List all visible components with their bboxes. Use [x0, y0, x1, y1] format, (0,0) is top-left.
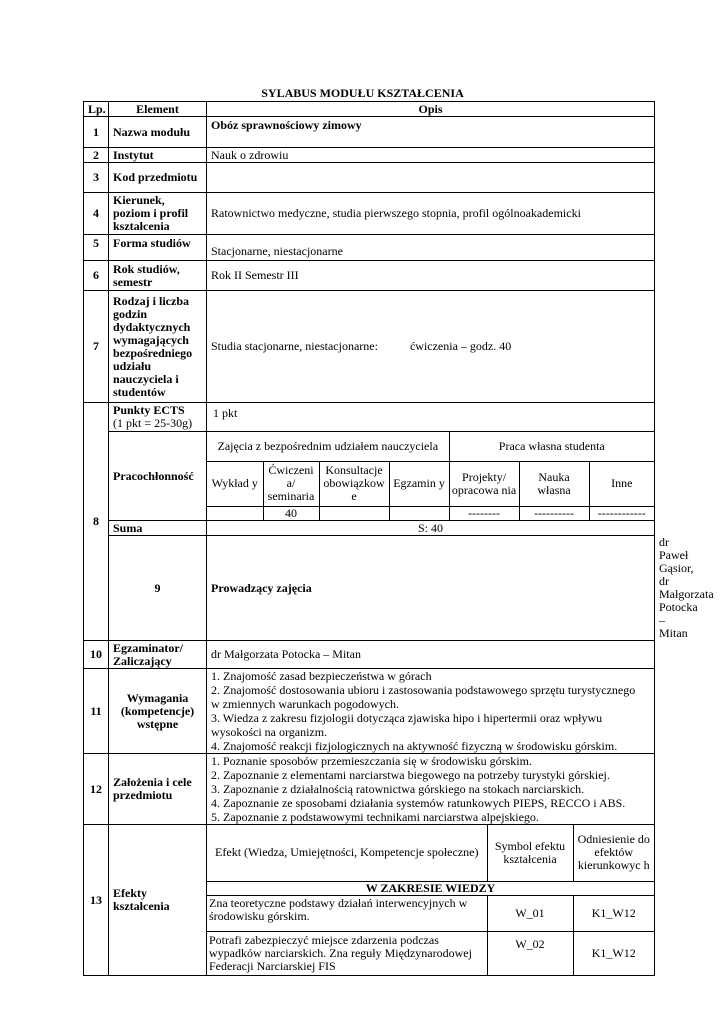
header-element: Element [109, 102, 207, 117]
list-item: 5. Zapoznanie z podstawowymi technikami narciarstwa alpejskiego. [211, 810, 539, 824]
row-number: 8 [84, 403, 109, 641]
col-ref-header: Odniesienie do efektów kierunkowyc h [573, 825, 654, 881]
section-heading: W ZAKRESIE WIEDZY [207, 881, 654, 895]
ects-value: 1 pkt [207, 403, 655, 432]
val-exams [389, 506, 449, 520]
table-row [207, 895, 654, 931]
row-number: 9 [109, 536, 207, 641]
row-number: 3 [84, 163, 109, 193]
workload-values-row [207, 506, 654, 520]
list-item: wysokości na organizm. [211, 725, 328, 739]
outcomes-header-row [207, 825, 654, 881]
row-7 [84, 291, 655, 403]
col-consultations: Konsultacje obowiązkow e [319, 461, 389, 506]
effect-text: Zna teoretyczne podstawy działań interwencyjnych w środowisku górskim. [207, 895, 487, 931]
table-row [207, 931, 654, 975]
col-effect-header: Efekt (Wiedza, Umiejętności, Kompetencje społeczne) [207, 825, 487, 881]
row-number: 1 [84, 117, 109, 148]
row-5 [84, 235, 655, 261]
col-exercises: Ćwiczeni a/ seminaria [263, 461, 319, 506]
row-11 [84, 669, 655, 754]
ects-label [109, 403, 207, 432]
val-lectures [207, 506, 263, 520]
row-number: 4 [84, 193, 109, 235]
row-label: Forma studiów [109, 235, 207, 261]
row-label: Założenia i cele przedmiotu [109, 754, 207, 825]
study-form-value: Stacjonarne, niestacjonarne [207, 235, 655, 261]
row-9: 9 Prowadzący zajęcia dr Paweł Gąsior, dr Małgorzata Potocka – Mitan [84, 536, 655, 641]
col-other: Inne [589, 461, 654, 506]
workload-group-row [207, 432, 654, 461]
row-number: 13 [84, 825, 109, 976]
row-number: 11 [84, 669, 109, 754]
row-label: Kod przedmiotu [109, 163, 207, 193]
study-mode-text: Studia stacjonarne, niestacjonarne: [211, 339, 378, 353]
row-label: Wymagania (kompetencje) wstępne [109, 669, 207, 754]
requirements-list [207, 669, 655, 754]
course-code-value [207, 163, 655, 193]
val-projects: -------- [449, 506, 519, 520]
outcomes-table [207, 825, 654, 975]
row-label: Efekty kształcenia [109, 825, 207, 976]
list-item: 2. Zapoznanie z elementami narciarstwa biegowego na potrzeby turystyki górskiej. [211, 768, 610, 782]
effect-symbol: W_02 [487, 931, 573, 975]
sum-value: S: 40 [207, 521, 655, 536]
effect-ref: K1_W12 [573, 895, 654, 931]
row-label: Rodzaj i liczba godzin dydaktycznych wymagających bezpośredniego udziału nauczyciela i studentów [109, 291, 207, 403]
row-number: 5 [84, 235, 109, 261]
val-self-learning: ---------- [519, 506, 589, 520]
col-symbol-header: Symbol efektu kształcenia [487, 825, 573, 881]
list-item: 4. Znajomość reakcji fizjologicznych na aktywność fizyczną w środowisku górskim. [211, 739, 618, 753]
workload-columns-row [207, 461, 654, 506]
col-lectures: Wykład y [207, 461, 263, 506]
row-13 [84, 825, 655, 976]
list-item: 4. Zapoznanie ze sposobami działania systemów ratunkowych PIEPS, RECCO i ABS. [211, 796, 626, 810]
row-number: 2 [84, 148, 109, 163]
col-projects: Projekty/ opracowa nia [449, 461, 519, 506]
row-number: 12 [84, 754, 109, 825]
examiner-value: dr Małgorzata Potocka – Mitan [207, 641, 655, 669]
col-self-learning: Nauka własna [519, 461, 589, 506]
module-name: Obóz sprawnościowy zimowy [207, 117, 655, 148]
val-exercises: 40 [263, 506, 319, 520]
row-8-sum [84, 521, 655, 536]
row-label: Prowadzący zajęcia [207, 536, 655, 641]
row-number: 10 [84, 641, 109, 669]
list-item: 3. Zapoznanie z działalnością ratownictwa górskiego na stokach narciarskich. [211, 782, 585, 796]
self-study-group-header: Praca własna studenta [449, 432, 654, 461]
list-item: 3. Wiedza z zakresu fizjologii dotycząca zjawiska hipo i hipertermii oraz wpływu [211, 711, 603, 725]
list-item: 2. Znajomość dostosowania ubioru i zastosowania podstawowego sprzętu turystycznego [211, 683, 636, 697]
hours-text: ćwiczenia – godz. 40 [409, 339, 512, 353]
list-item: 1. Znajomość zasad bezpieczeństwa w górach [211, 669, 432, 683]
ects-sub-text: (1 pkt = 25-30g) [113, 416, 193, 430]
sum-label: Suma [109, 521, 207, 536]
row-1 [84, 117, 655, 148]
row-6 [84, 261, 655, 291]
effect-text: Potrafi zabezpieczyć miejsce zdarzenia podczas wypadków narciarskich. Zna reguły Międzynarodowej Federacji Narciarskiej FIS [207, 931, 487, 975]
ects-label-text: Punkty ECTS [113, 403, 185, 417]
row-label: Rok studiów, semestr [109, 261, 207, 291]
row-12 [84, 754, 655, 825]
header-lp: Lp. [84, 102, 109, 117]
objectives-list [207, 754, 655, 825]
row-3 [84, 163, 655, 193]
syllabus-table [83, 101, 714, 976]
row-label: Nazwa modułu [109, 117, 207, 148]
workload-table [207, 432, 654, 520]
effect-symbol: W_01 [487, 895, 573, 931]
row-label: Kierunek, poziom i profil kształcenia [109, 193, 207, 235]
row-2 [84, 148, 655, 163]
section-row [207, 881, 654, 895]
field-of-study-value: Ratownictwo medyczne, studia pierwszego stopnia, profil ogólnoakademicki [207, 193, 655, 235]
year-semester-value: Rok II Semestr III [207, 261, 655, 291]
row-4 [84, 193, 655, 235]
document-title: SYLABUS MODUŁU KSZTAŁCENIA [261, 86, 464, 100]
row-8-ects [84, 403, 655, 432]
header-row [84, 102, 655, 117]
list-item: w zmiennych warunkach pogodowych. [211, 697, 399, 711]
col-exams: Egzamin y [389, 461, 449, 506]
workload-grid [207, 432, 655, 521]
val-other: ------------ [589, 506, 654, 520]
val-consultations [319, 506, 389, 520]
workload-label: Pracochłonność [109, 432, 207, 521]
teaching-hours-value [207, 291, 655, 403]
list-item: 1. Poznanie sposobów przemieszczania się w środowisku górskim. [211, 754, 532, 768]
row-number: 7 [84, 291, 109, 403]
row-label: Egzaminator/ Zaliczający [109, 641, 207, 669]
header-opis: Opis [207, 102, 655, 117]
institute-value: Nauk o zdrowiu [207, 148, 655, 163]
effect-ref: K1_W12 [573, 931, 654, 975]
learning-outcomes [207, 825, 655, 976]
row-8-workload [84, 432, 655, 521]
contact-group-header: Zajęcia z bezpośrednim udziałem nauczyciela [207, 432, 449, 461]
row-10 [84, 641, 655, 669]
row-number: 6 [84, 261, 109, 291]
row-label: Instytut [109, 148, 207, 163]
